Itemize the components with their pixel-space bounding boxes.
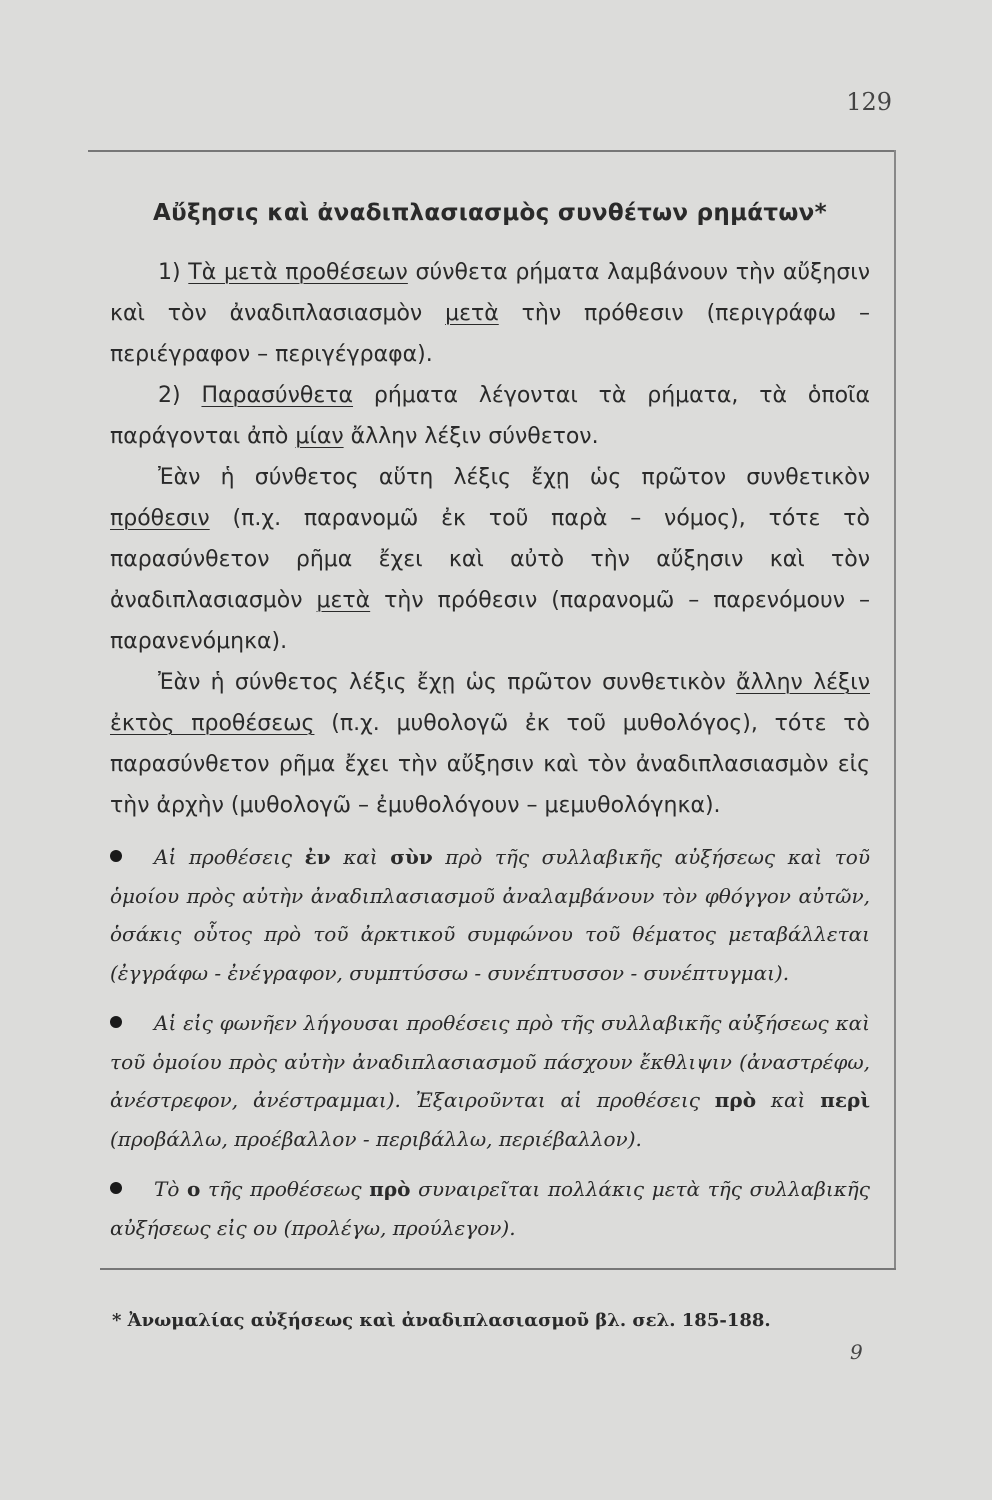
note-2-text-1: Αἱ εἰς φωνῆεν λήγουσαι προθέσεις πρὸ τῆς συλλαβικῆς αὐξήσεως καὶ τοῦ ὁμοίου πρὸς αὐτὴν ἀναδιπλασιασμοῦ πάσχουν ἔκθλιψιν (ἀναστρέφω, ἀνέστρεφον, ἀνέστραμμαι). Ἐξαιροῦνται αἱ προθέσεις: [110, 1011, 870, 1112]
paragraph-1: [110, 252, 870, 375]
paragraph-4: [110, 662, 870, 826]
boxed-section: [110, 200, 870, 1247]
paragraph-2-number: 2): [158, 383, 202, 408]
paragraph-1-underline-2: μετὰ: [445, 301, 499, 326]
note-2: [110, 1004, 870, 1158]
paragraph-3: [110, 457, 870, 662]
note-2-text-3: (προβάλλω, προέβαλλον - περιβάλλω, περιέβαλλον).: [110, 1126, 642, 1151]
paragraph-2-underline-1: Παρασύνθετα: [201, 383, 354, 408]
note-2-bold-2: περὶ: [820, 1088, 870, 1112]
note-2-text-2: καὶ: [756, 1088, 821, 1112]
note-3-bold-2: πρὸ: [369, 1177, 411, 1201]
bullet-icon: [110, 850, 122, 862]
paragraph-3-underline-1: πρόθεσιν: [110, 506, 210, 531]
paragraph-2-underline-2: μίαν: [295, 424, 344, 449]
note-3-text-2: τῆς προθέσεως: [200, 1177, 370, 1201]
paragraph-3-text-3: τὴν πρόθεσιν (παρανομῶ – παρενόμουν – παρανενόμηκα).: [110, 588, 870, 654]
footnote: * Ἀνωμαλίας αὐξήσεως καὶ ἀναδιπλασιασμοῦ βλ. σελ. 185-188.: [112, 1310, 771, 1331]
section-title: Αὔξησις καὶ ἀναδιπλασιασμὸς συνθέτων ρημάτων*: [153, 200, 827, 226]
note-1-text-3: πρὸ τῆς συλλαβικῆς αὐξήσεως καὶ τοῦ ὁμοίου πρὸς αὐτὴν ἀναδιπλασιασμοῦ ἀναλαμβάνουν τὸν φθόγγον αὐτῶν, ὁσάκις οὗτος πρὸ τοῦ ἀρκτικοῦ συμφώνου τοῦ θέματος μεταβάλλεται (ἐγγράφω - ἐνέγραφον, συμπτύσσω - συνέπτυσσον - συνέπτυγμαι).: [110, 845, 870, 985]
note-3-text-1: Τὸ: [154, 1177, 188, 1201]
note-1: [110, 838, 870, 992]
frame-bottom-rule: [100, 1268, 896, 1270]
bullet-icon: [110, 1016, 122, 1028]
frame-right-rule: [894, 150, 896, 1268]
signature-mark: 9: [850, 1340, 863, 1364]
note-3-bold-1: ο: [187, 1177, 201, 1201]
note-1-bold-2: σὺν: [390, 845, 433, 869]
paragraph-1-text-2: τὴν πρόθεσιν (περιγράφω – περιέγραφον – περιγέγραφα).: [110, 301, 871, 367]
frame-top-rule: [88, 150, 896, 152]
note-3: [110, 1170, 870, 1247]
note-3-text-3: συναιρεῖται πολλάκις μετὰ τῆς συλλαβικῆς αὐξήσεως εἰς ου (προλέγω, προύλεγον).: [110, 1177, 870, 1240]
paragraph-2-text-1: ρήματα λέγονται τὰ ρήματα, τὰ ὁποῖα παράγονται ἀπὸ: [110, 383, 870, 449]
bullet-icon: [110, 1182, 122, 1194]
paragraph-3-underline-2: μετὰ: [316, 588, 371, 613]
paragraph-1-number: 1): [158, 260, 189, 285]
paragraph-4-underline-1: ἄλλην λέξιν ἐκτὸς προθέσεως: [110, 670, 870, 736]
note-2-bold-1: πρὸ: [714, 1088, 757, 1112]
note-1-text-2: καὶ: [330, 845, 391, 869]
paragraph-3-text-2: (π.χ. παρανομῶ ἐκ τοῦ παρὰ – νόμος), τότε τὸ παρασύνθετον ρῆμα ἔχει καὶ αὐτὸ τὴν αὔξησιν καὶ τὸν ἀναδιπλασιασμὸν: [110, 506, 870, 613]
paragraph-4-text-2: (π.χ. μυθολογῶ ἐκ τοῦ μυθολόγος), τότε τὸ παρασύνθετον ρῆμα ἔχει τὴν αὔξησιν καὶ τὸν ἀναδιπλασιασμὸν εἰς τὴν ἀρχὴν (μυθολογῶ – ἐμυθολόγουν – μεμυθολόγηκα).: [110, 711, 870, 818]
page-number: 129: [846, 88, 892, 116]
paragraph-1-underline-1: Τὰ μετὰ προθέσεων: [188, 260, 408, 285]
note-1-text-1: Αἱ προθέσεις: [154, 845, 305, 869]
paragraph-2-text-2: ἄλλην λέξιν σύνθετον.: [343, 424, 599, 449]
paragraph-2: [110, 375, 870, 457]
paragraph-4-text-1: Ἐὰν ἡ σύνθετος λέξις ἔχῃ ὡς πρῶτον συνθετικὸν: [158, 670, 737, 695]
paragraph-3-text-1: Ἐὰν ἡ σύνθετος αὕτη λέξις ἔχῃ ὡς πρῶτον συνθετικὸν: [158, 465, 870, 490]
note-1-bold-1: ἐν: [304, 845, 331, 869]
paragraph-1-text-1: σύνθετα ρήματα λαμβάνουν τὴν αὔξησιν καὶ τὸν ἀναδιπλασιασμὸν: [110, 260, 871, 326]
